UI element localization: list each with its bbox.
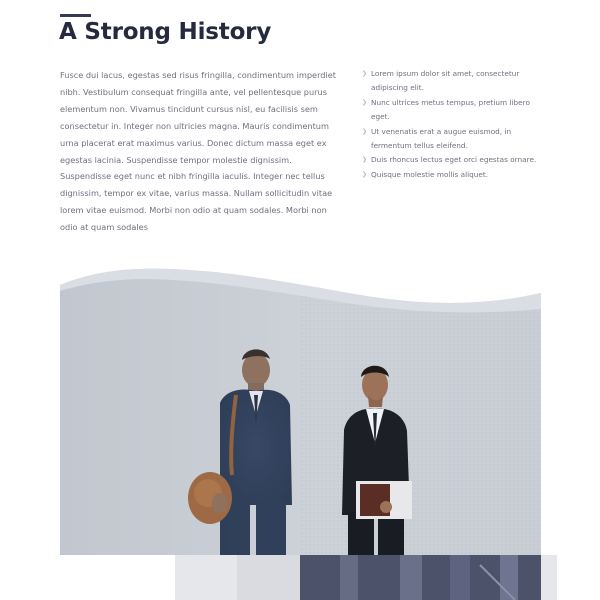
building-photo (300, 555, 541, 600)
history-paragraph: Fusce dui lacus, egestas sed risus fringilla, condimentum imperdiet nibh. Vestibulum consequat fringilla ante, vel pellentesque purus elementum non. Vivamus tincidunt cursus nisl, eu facilisis sem consectetur in. Integer non ultricies magna. Mauris condimentum urna placerat erat maximus varius. Donec dictum massa eget ex egestas lacinia. Suspendisse tempor molestie dignissim. Suspendisse eget nunc et nibh fringilla iaculis. Integer nec tellus dignissim, tempor ex vitae, varius massa. Nullam sollicitudin vitae lorem vitae euismod. Morbi non odio at quam sodales. Morbi non odio at quam sodales (60, 70, 337, 233)
strip-block (541, 555, 557, 600)
strip-block (175, 555, 237, 600)
title-accent-line (60, 14, 91, 17)
list-item-text: Lorem ipsum dolor sit amet, consectetur adipiscing elit. (371, 69, 520, 93)
next-section-preview (0, 555, 600, 600)
list-item-text: Ut venenatis erat a augue euismod, in fermentum tellus eleifend. (371, 126, 512, 151)
list-item-text: Nunc ultrices metus tempus, pretium libero eget. (371, 97, 530, 122)
arrow-right-icon: ❯ (362, 127, 368, 135)
arrow-right-icon: ❯ (362, 170, 368, 178)
arrow-right-icon: ❯ (362, 156, 368, 164)
arrow-right-icon: ❯ (362, 98, 368, 106)
list-item-text: Duis rhoncus lectus eget orci egestas ornare. (371, 155, 537, 165)
list-item (362, 168, 550, 182)
list-item-text: Quisque molestie mollis aliquet. (371, 169, 489, 179)
page-title: A Strong History (59, 19, 272, 45)
team-photo (60, 255, 541, 555)
arrow-right-icon: ❯ (362, 70, 368, 77)
list-item (362, 125, 550, 154)
list-item (362, 67, 550, 96)
list-item (362, 96, 550, 125)
feature-list (362, 67, 550, 182)
list-item (362, 153, 550, 167)
strip-block (237, 555, 300, 600)
